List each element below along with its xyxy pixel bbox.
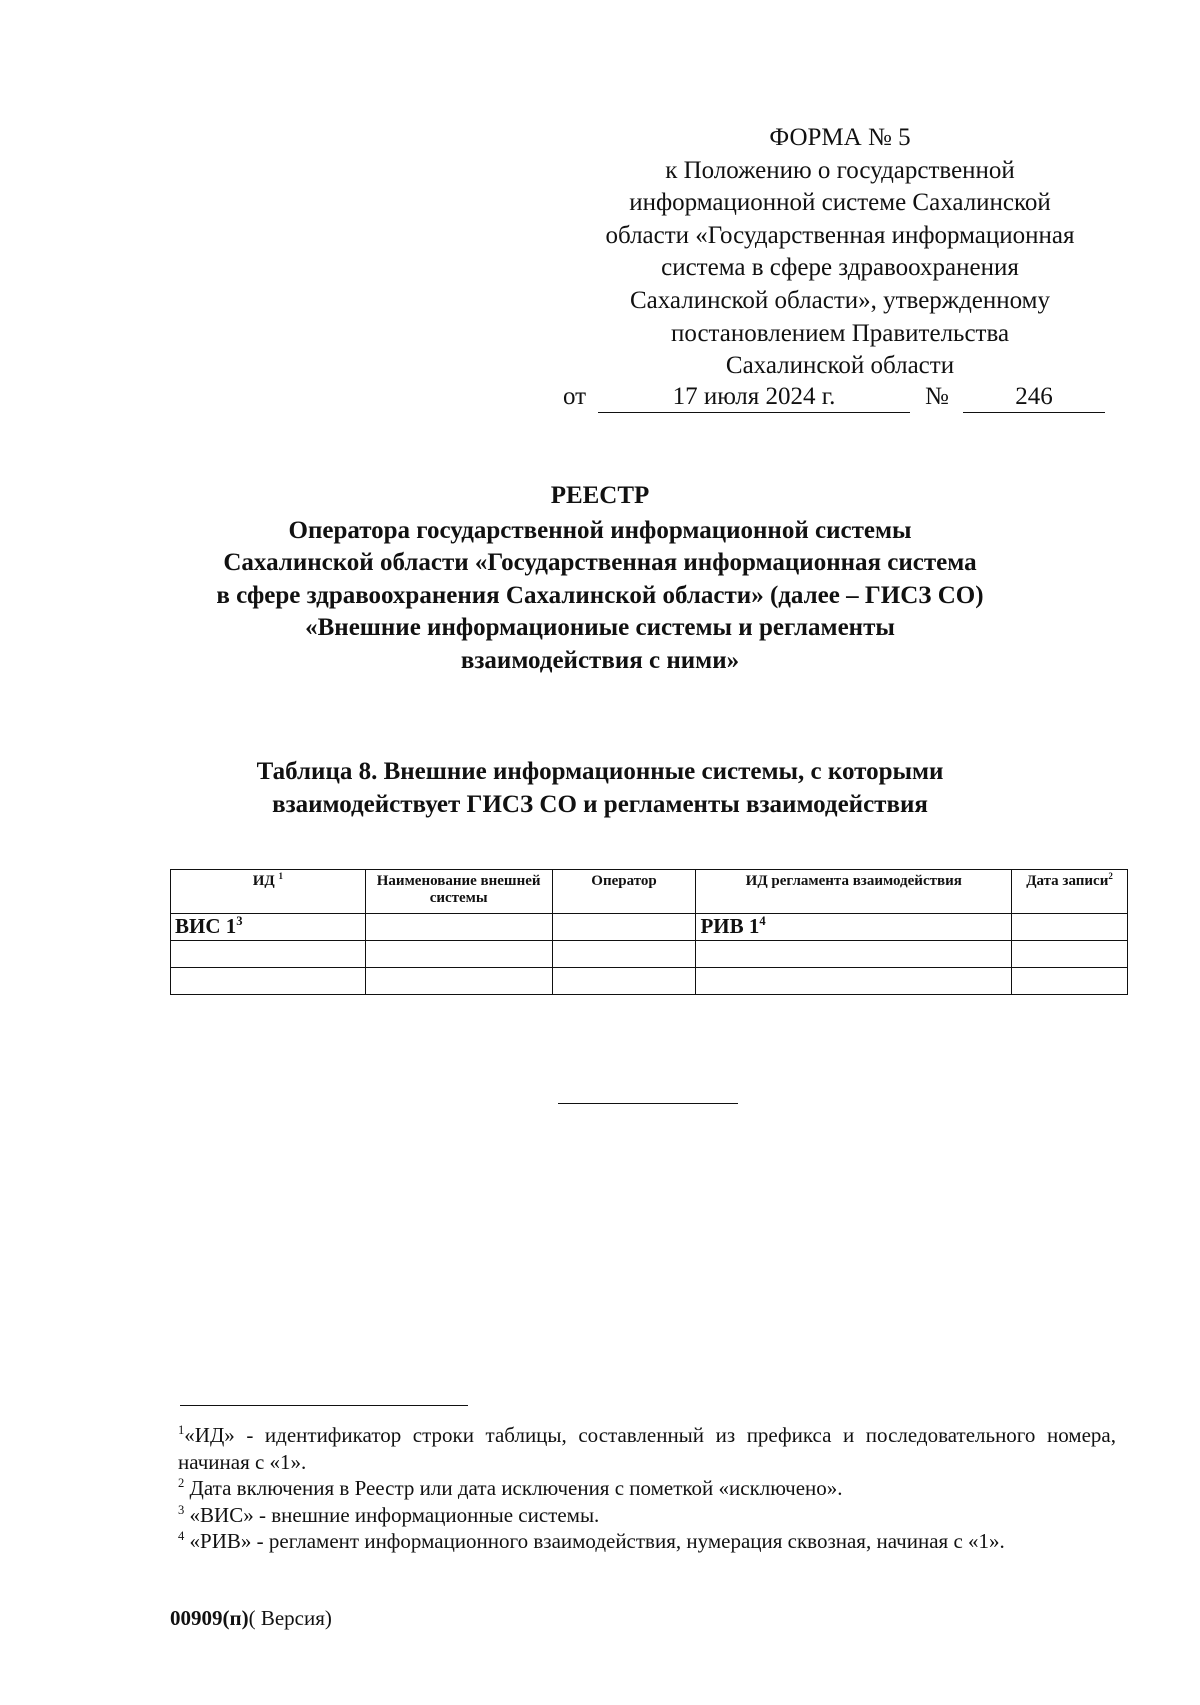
footnote-separator <box>180 1405 468 1406</box>
caption-line: Таблица 8. Внешние информационные системы, с которыми <box>256 758 944 785</box>
table-cell <box>696 968 1012 995</box>
table-cell <box>171 941 366 968</box>
table-cell <box>1012 914 1128 941</box>
table-cell <box>365 968 552 995</box>
date-prefix: от <box>563 383 587 410</box>
number-sign: № <box>925 383 949 410</box>
caption-line: взаимодействует ГИСЗ СО и регламенты взаимодействия <box>272 790 928 818</box>
document-code-version: ( Версия) <box>248 1606 332 1630</box>
header-line: к Положению о государственной <box>665 156 1015 184</box>
title-line: Сахалинской области «Государственная информационная система <box>223 549 977 576</box>
table-caption <box>150 756 1050 821</box>
table-cell: РИВ $1^4$ <box>696 914 1012 941</box>
column-header-system-name: Наименование внешней системы <box>365 870 552 914</box>
title-line: взаимодействия с ними» <box>460 646 740 674</box>
form-header <box>560 122 1120 383</box>
table-cell: ВИС $1^3$ <box>171 914 366 941</box>
table-cell <box>552 941 696 968</box>
footnotes <box>178 1422 1116 1555</box>
table-cell <box>552 968 696 995</box>
title-line: Оператора государственной информационной системы <box>288 516 912 544</box>
footnote-1: $^1$«ИД» - идентификатор строки таблицы, составленный из префикса и последовательного номера, начиная с «1». <box>178 1423 1116 1474</box>
form-number: ФОРМА № 5 <box>769 124 911 151</box>
document-code <box>170 1606 332 1631</box>
registry-heading: РЕЕСТР <box>550 482 650 509</box>
registry-title <box>150 480 1050 677</box>
table-header-row <box>171 870 1128 914</box>
column-header-id: ИД $^1$ <box>171 870 366 914</box>
header-line: области «Государственная информационная <box>605 221 1075 249</box>
column-header-regulation-id: ИД регламента взаимодействия <box>696 870 1012 914</box>
document-code-number: 00909(п) <box>170 1606 249 1630</box>
end-of-form-rule <box>558 1103 738 1104</box>
resolution-date-line <box>560 383 1120 417</box>
table-cell <box>552 914 696 941</box>
header-line: Сахалинской области», утвержденному <box>629 286 1051 314</box>
header-line: система в сфере здравоохранения <box>661 254 1019 282</box>
header-line: информационной системе Сахалинской <box>629 189 1051 217</box>
column-header-operator: Оператор <box>552 870 696 914</box>
registry-table <box>170 869 1128 995</box>
table-cell <box>1012 941 1128 968</box>
title-line: «Внешние информациониые системы и регламенты <box>305 614 895 641</box>
table-row <box>171 914 1128 941</box>
footnote-2: $^2$ Дата включения в Реестр или дата исключения с пометкой «исключено». <box>178 1476 843 1500</box>
column-header-record-date: Дата записи$^2$ <box>1012 870 1128 914</box>
table-row <box>171 968 1128 995</box>
footnote-3: $^3$ «ВИС» - внешние информационные системы. <box>178 1502 600 1527</box>
resolution-number: 246 <box>963 383 1105 413</box>
title-line: в сфере здравоохранения Сахалинской области» (далее – ГИСЗ СО) <box>216 581 984 609</box>
header-line: постановлением Правительства <box>670 319 1010 347</box>
footnote-4: $^4$ «РИВ» - регламент информационного взаимодействия, нумерация сквозная, начиная с «1». <box>178 1529 1005 1553</box>
table-cell <box>171 968 366 995</box>
table-cell <box>365 914 552 941</box>
table-row <box>171 941 1128 968</box>
table-cell <box>696 941 1012 968</box>
table-cell <box>365 941 552 968</box>
table-cell <box>1012 968 1128 995</box>
resolution-date: 17 июля 2024 г. <box>598 383 910 413</box>
header-line: Сахалинской области <box>725 352 955 380</box>
